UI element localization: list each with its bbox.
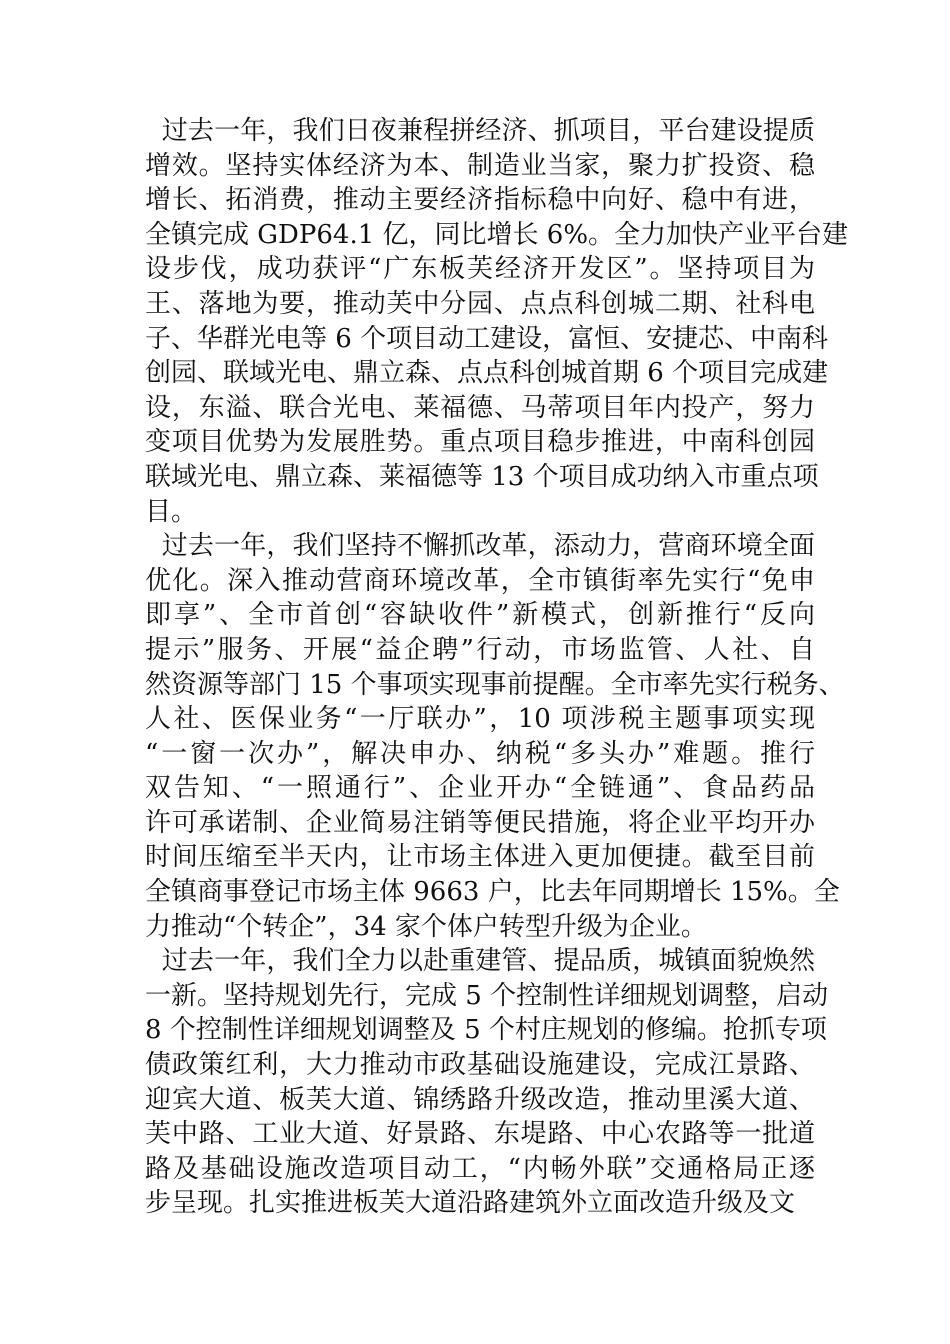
text-line: 设步伐，成功获评“广东板芙经济开发区”。坚持项目为	[145, 254, 815, 285]
text-line: 一新。坚持规划先行，完成 5 个控制性详细规划调整，启动	[145, 980, 829, 1011]
text-line: 迎宾大道、板芙大道、锦绣路升级改造，推动里溪大道、	[145, 1084, 815, 1115]
text-line: 联域光电、鼎立森、莱福德等 13 个项目成功纳入市重点项	[145, 461, 819, 492]
text-line: 全镇商事登记市场主体 9663 户，比去年同期增长 15%。全	[145, 877, 840, 908]
text-line: 8 个控制性详细规划调整及 5 个村庄规划的修编。抢抓专项	[145, 1015, 827, 1046]
paragraph	[145, 529, 845, 944]
text-line: 双告知、“一照通行”、企业开办“全链通”、食品药品	[145, 773, 815, 804]
paragraph	[145, 114, 849, 529]
paragraph	[145, 944, 829, 1221]
text-line: 创园、联域光电、鼎立森、点点科创城首期 6 个项目完成建	[145, 358, 829, 389]
document-body	[145, 114, 849, 1221]
text-line: 路及基础设施改造项目动工，“内畅外联”交通格局正逐	[145, 1153, 815, 1184]
text-line: 许可承诺制、企业简易注销等便民措施，将企业平均开办	[145, 807, 815, 838]
text-line: 步呈现。扎实推进板芙大道沿路建筑外立面改造升级及文	[145, 1188, 796, 1219]
text-line: 然资源等部门 15 个事项实现事前提醒。全市率先实行税务、	[145, 669, 845, 700]
text-line: 时间压缩至半天内，让市场主体进入更加便捷。截至目前	[145, 842, 815, 873]
text-line: “一窗一次办”，解决申办、纳税“多头办”难题。推行	[145, 738, 815, 769]
text-line: 过去一年，我们全力以赴重建管、提品质，城镇面貌焕然	[145, 946, 815, 977]
text-line: 人社、医保业务“一厅联办”，10 项涉税主题事项实现	[145, 704, 815, 735]
text-line: 提示”服务、开展“益企聘”行动，市场监管、人社、自	[145, 634, 815, 665]
text-line: 全镇完成 GDP64.1 亿，同比增长 6%。全力加快产业平台建	[145, 219, 849, 250]
text-line: 增效。坚持实体经济为本、制造业当家，聚力扩投资、稳	[145, 150, 815, 181]
text-line: 债政策红利，大力推动市政基础设施建设，完成江景路、	[145, 1050, 815, 1081]
text-line: 芙中路、工业大道、好景路、东堤路、中心农路等一批道	[145, 1119, 815, 1150]
text-line: 优化。深入推动营商环境改革，全市镇街率先实行“免申	[145, 565, 815, 596]
text-line: 增长、拓消费，推动主要经济指标稳中向好、稳中有进，	[145, 185, 815, 216]
text-line: 设，东溢、联合光电、莱福德、马蒂项目年内投产，努力	[145, 392, 815, 423]
text-line: 力推动“个转企”，34 家个体户转型升级为企业。	[145, 911, 707, 942]
text-line: 王、落地为要，推动芙中分园、点点科创城二期、社科电	[145, 288, 815, 319]
text-line: 子、华群光电等 6 个项目动工建设，富恒、安捷芯、中南科	[145, 323, 829, 354]
text-line: 变项目优势为发展胜势。重点项目稳步推进，中南科创园	[145, 427, 815, 458]
text-line: 过去一年，我们坚持不懈抓改革，添动力，营商环境全面	[145, 531, 815, 562]
text-line: 即享”、全市首创“容缺收件”新模式，创新推行“反向	[145, 600, 815, 631]
text-line: 目。	[145, 496, 198, 527]
text-line: 过去一年，我们日夜兼程拼经济、抓项目，平台建设提质	[145, 116, 815, 146]
